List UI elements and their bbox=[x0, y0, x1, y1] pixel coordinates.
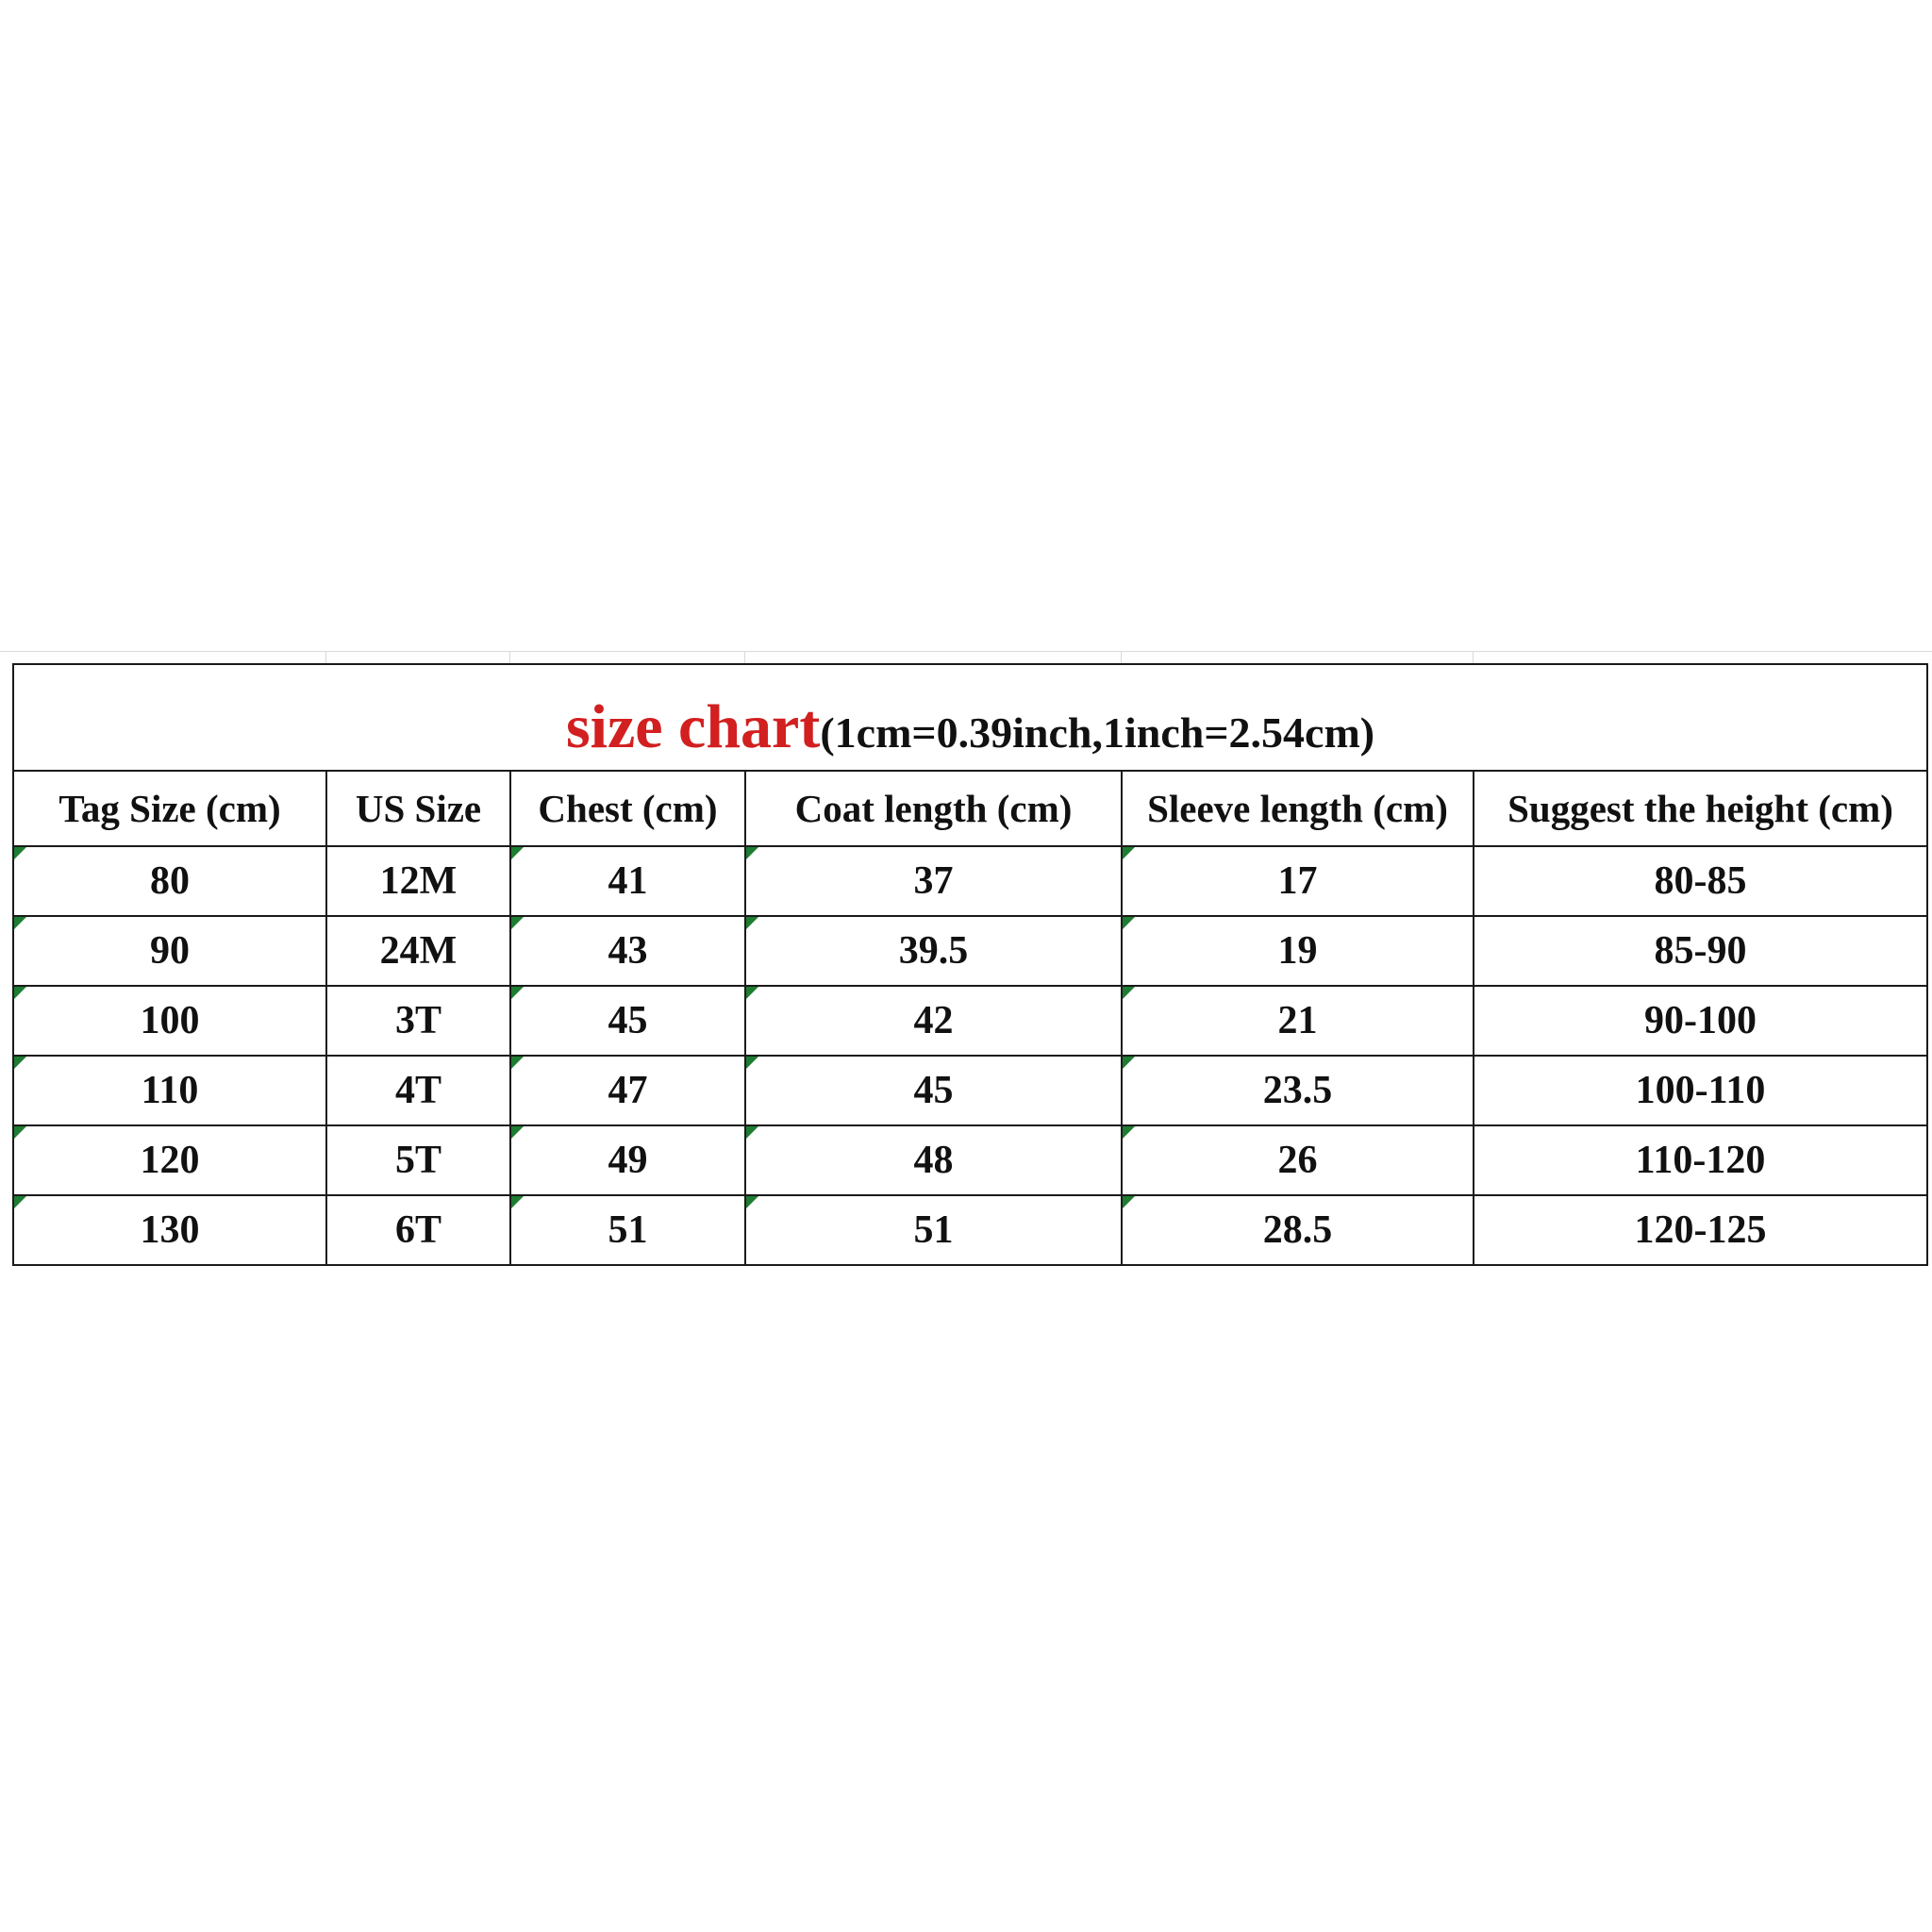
title-cell bbox=[13, 664, 1927, 771]
table-cell bbox=[1474, 846, 1927, 916]
table-cell bbox=[510, 846, 745, 916]
table-cell bbox=[326, 1056, 510, 1125]
gridline-stub bbox=[1121, 651, 1122, 664]
table-cell bbox=[745, 846, 1122, 916]
cell-value: 43 bbox=[608, 929, 648, 973]
cell-value: 6T bbox=[394, 1208, 441, 1252]
table-cell bbox=[13, 846, 326, 916]
cell-flag-icon bbox=[1123, 1057, 1135, 1069]
table-cell bbox=[510, 1195, 745, 1265]
table-cell bbox=[13, 986, 326, 1056]
cell-value: 42 bbox=[913, 999, 954, 1042]
cell-value: 28.5 bbox=[1262, 1208, 1333, 1252]
cell-value: 3T bbox=[394, 999, 441, 1042]
cell-value: 24M bbox=[379, 929, 458, 973]
table-cell bbox=[1122, 1056, 1474, 1125]
cell-value: 85-90 bbox=[1654, 929, 1747, 973]
cell-value: 80-85 bbox=[1654, 859, 1747, 903]
cell-flag-icon bbox=[14, 917, 26, 929]
table-cell bbox=[1122, 986, 1474, 1056]
table-row bbox=[13, 986, 1927, 1056]
header-row bbox=[13, 771, 1927, 846]
column-header: Sleeve length (cm) bbox=[1122, 771, 1474, 846]
table-cell bbox=[326, 986, 510, 1056]
cell-value: 19 bbox=[1277, 929, 1318, 973]
cell-value: 45 bbox=[913, 1069, 954, 1112]
table-cell bbox=[326, 1125, 510, 1195]
table-cell bbox=[1122, 1125, 1474, 1195]
cell-flag-icon bbox=[746, 1126, 758, 1139]
table-cell bbox=[510, 916, 745, 986]
table-cell bbox=[745, 916, 1122, 986]
cell-flag-icon bbox=[511, 1057, 524, 1069]
cell-flag-icon bbox=[746, 987, 758, 999]
gridline-top bbox=[0, 651, 1932, 652]
cell-value: 80 bbox=[150, 859, 190, 903]
table-cell bbox=[1474, 916, 1927, 986]
cell-flag-icon bbox=[14, 1126, 26, 1139]
table-cell bbox=[745, 986, 1122, 1056]
table-cell bbox=[13, 1056, 326, 1125]
cell-flag-icon bbox=[511, 1126, 524, 1139]
size-chart-label: size chart bbox=[565, 691, 821, 761]
cell-value: 130 bbox=[140, 1208, 200, 1252]
cell-value: 41 bbox=[608, 859, 648, 903]
table-cell bbox=[13, 916, 326, 986]
cell-flag-icon bbox=[746, 917, 758, 929]
table-cell bbox=[510, 1056, 745, 1125]
cell-flag-icon bbox=[14, 1196, 26, 1208]
cell-value: 47 bbox=[608, 1069, 648, 1112]
cell-value: 45 bbox=[608, 999, 648, 1042]
cell-flag-icon bbox=[1123, 1196, 1135, 1208]
cell-flag-icon bbox=[1123, 1126, 1135, 1139]
title-row bbox=[13, 664, 1927, 771]
cell-flag-icon bbox=[14, 1057, 26, 1069]
table-cell bbox=[326, 1195, 510, 1265]
cell-value: 21 bbox=[1277, 999, 1318, 1042]
cell-value: 12M bbox=[379, 859, 458, 903]
cell-flag-icon bbox=[1123, 987, 1135, 999]
cell-flag-icon bbox=[746, 847, 758, 859]
cell-flag-icon bbox=[1123, 847, 1135, 859]
cell-value: 4T bbox=[394, 1069, 441, 1112]
gridline-stub bbox=[1473, 651, 1474, 664]
cell-value: 37 bbox=[913, 859, 954, 903]
cell-value: 39.5 bbox=[898, 929, 969, 973]
cell-value: 110-120 bbox=[1635, 1139, 1766, 1182]
cell-flag-icon bbox=[511, 1196, 524, 1208]
cell-flag-icon bbox=[1123, 917, 1135, 929]
table-cell bbox=[745, 1056, 1122, 1125]
cell-value: 100 bbox=[140, 999, 200, 1042]
table-cell bbox=[1474, 1056, 1927, 1125]
unit-conversion-note: (1cm=0.39inch,1inch=2.54cm) bbox=[820, 708, 1375, 757]
table-cell bbox=[1474, 1125, 1927, 1195]
table-row bbox=[13, 1056, 1927, 1125]
table-cell bbox=[745, 1125, 1122, 1195]
gridline-stub bbox=[744, 651, 745, 664]
cell-flag-icon bbox=[746, 1057, 758, 1069]
cell-value: 90 bbox=[150, 929, 190, 973]
size-chart-table bbox=[12, 663, 1928, 1266]
chart-title bbox=[566, 691, 1374, 763]
cell-flag-icon bbox=[14, 847, 26, 859]
table-row bbox=[13, 1125, 1927, 1195]
table-row bbox=[13, 1195, 1927, 1265]
table-cell bbox=[510, 986, 745, 1056]
gridline-stub bbox=[325, 651, 326, 664]
cell-flag-icon bbox=[746, 1196, 758, 1208]
column-header: US Size bbox=[326, 771, 510, 846]
cell-value: 100-110 bbox=[1635, 1069, 1766, 1112]
table-cell bbox=[326, 916, 510, 986]
cell-value: 90-100 bbox=[1644, 999, 1757, 1042]
table-cell bbox=[326, 846, 510, 916]
cell-value: 120-125 bbox=[1634, 1208, 1767, 1252]
table-cell bbox=[13, 1195, 326, 1265]
column-header: Chest (cm) bbox=[510, 771, 745, 846]
cell-flag-icon bbox=[511, 987, 524, 999]
cell-value: 49 bbox=[608, 1139, 648, 1182]
table-cell bbox=[1122, 916, 1474, 986]
column-header: Suggest the height (cm) bbox=[1474, 771, 1927, 846]
cell-value: 110 bbox=[141, 1069, 199, 1112]
table-cell bbox=[510, 1125, 745, 1195]
table-cell bbox=[1122, 846, 1474, 916]
table-cell bbox=[1474, 1195, 1927, 1265]
cell-flag-icon bbox=[14, 987, 26, 999]
table-cell bbox=[1122, 1195, 1474, 1265]
cell-value: 51 bbox=[608, 1208, 648, 1252]
table-cell bbox=[13, 1125, 326, 1195]
table-cell bbox=[745, 1195, 1122, 1265]
table-row bbox=[13, 846, 1927, 916]
table-cell bbox=[1474, 986, 1927, 1056]
cell-value: 51 bbox=[913, 1208, 954, 1252]
column-header: Tag Size (cm) bbox=[13, 771, 326, 846]
cell-flag-icon bbox=[511, 847, 524, 859]
gridline-stub bbox=[509, 651, 510, 664]
table-row bbox=[13, 916, 1927, 986]
cell-value: 17 bbox=[1277, 859, 1318, 903]
cell-flag-icon bbox=[511, 917, 524, 929]
column-header: Coat length (cm) bbox=[745, 771, 1122, 846]
cell-value: 120 bbox=[140, 1139, 200, 1182]
cell-value: 23.5 bbox=[1262, 1069, 1333, 1112]
cell-value: 5T bbox=[394, 1139, 441, 1182]
cell-value: 48 bbox=[913, 1139, 954, 1182]
cell-value: 26 bbox=[1277, 1139, 1318, 1182]
